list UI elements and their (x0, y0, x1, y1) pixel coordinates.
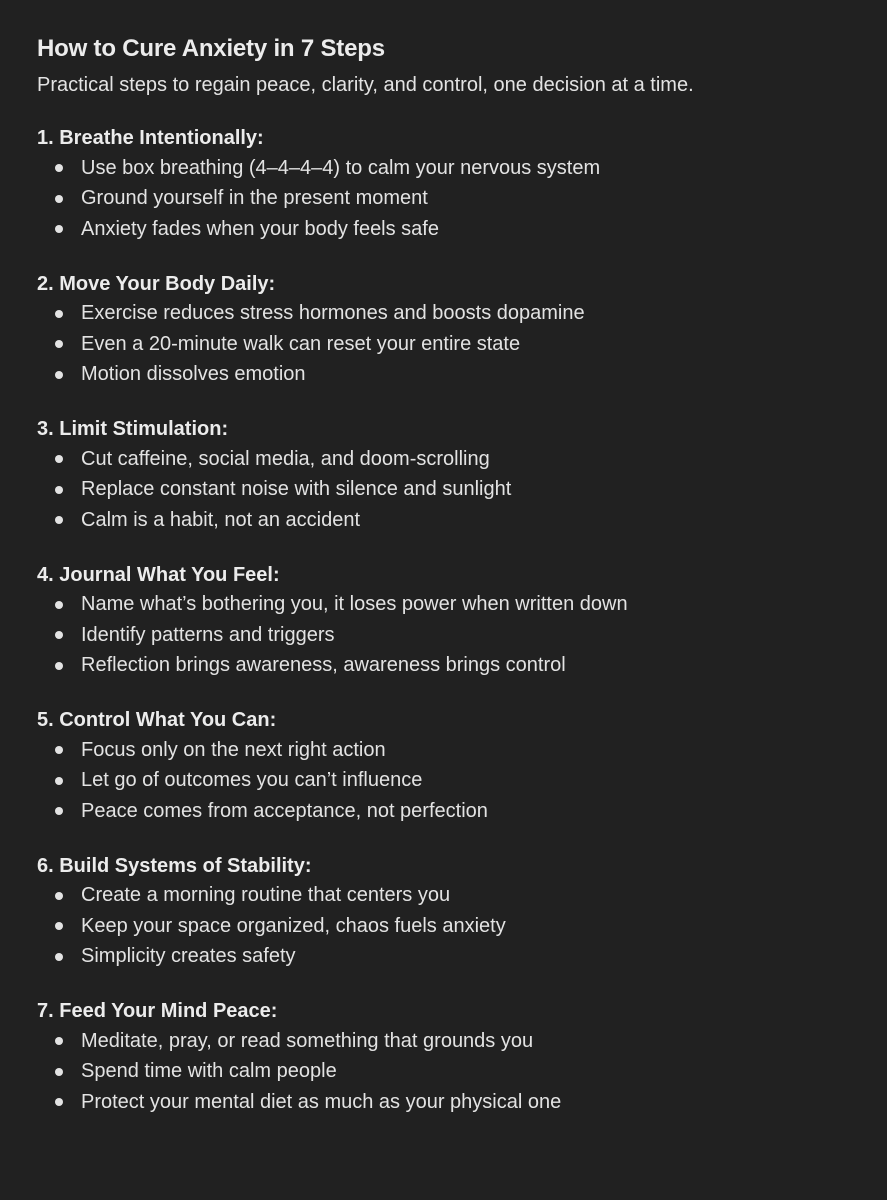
bullet-icon (55, 746, 63, 754)
bullet-list (37, 735, 887, 827)
list-item (52, 505, 887, 536)
list-item (52, 214, 887, 245)
bullet-icon (55, 1098, 63, 1106)
bullet-text: Cut caffeine, social media, and doom-scrolling (81, 447, 490, 470)
bullet-icon (55, 922, 63, 930)
bullet-list (37, 881, 887, 973)
list-item (52, 911, 887, 942)
step-heading: 5. Control What You Can: (37, 709, 277, 731)
step-heading: 3. Limit Stimulation: (37, 418, 229, 440)
bullet-text: Identify patterns and triggers (81, 623, 335, 646)
bullet-text: Anxiety fades when your body feels safe (81, 217, 439, 240)
bullet-icon (55, 310, 63, 318)
step-heading: 7. Feed Your Mind Peace: (37, 1000, 278, 1022)
list-item (52, 444, 887, 475)
page-title: How to Cure Anxiety in 7 Steps (37, 35, 385, 62)
bullet-text: Protect your mental diet as much as your physical one (81, 1090, 562, 1113)
list-item (52, 1026, 887, 1057)
bullet-text: Peace comes from acceptance, not perfection (81, 799, 488, 822)
bullet-icon (55, 195, 63, 203)
bullet-text: Even a 20-minute walk can reset your entire state (81, 332, 521, 355)
step-heading: 2. Move Your Body Daily: (37, 272, 276, 295)
list-item (52, 475, 887, 506)
bullet-list (37, 444, 887, 536)
bullet-icon (55, 486, 63, 494)
bullet-text: Let go of outcomes you can’t influence (81, 769, 423, 792)
bullet-text: Calm is a habit, not an accident (81, 508, 361, 531)
bullet-icon (55, 953, 63, 961)
bullet-icon (55, 455, 63, 463)
step-section (37, 705, 887, 827)
bullet-list (37, 153, 887, 245)
list-item (52, 620, 887, 651)
bullet-icon (55, 892, 63, 900)
step-section (37, 414, 887, 536)
bullet-text: Reflection brings awareness, awareness brings control (81, 654, 566, 677)
bullet-icon (55, 225, 63, 233)
step-section (37, 123, 887, 245)
bullet-icon (55, 164, 63, 172)
bullet-list (37, 590, 887, 682)
bullet-icon (55, 1037, 63, 1045)
step-section (37, 560, 887, 682)
list-item (52, 590, 887, 621)
list-item (52, 881, 887, 912)
list-item (52, 766, 887, 797)
bullet-list (37, 1026, 887, 1118)
list-item (52, 299, 887, 330)
bullet-icon (55, 631, 63, 639)
list-item (52, 153, 887, 184)
bullet-icon (55, 807, 63, 815)
bullet-text: Keep your space organized, chaos fuels anxiety (81, 914, 506, 937)
bullet-list (37, 299, 887, 391)
bullet-icon (55, 516, 63, 524)
bullet-text: Ground yourself in the present moment (81, 187, 428, 210)
step-section (37, 996, 887, 1118)
step-heading: 6. Build Systems of Stability: (37, 854, 312, 877)
bullet-text: Replace constant noise with silence and sunlight (81, 478, 512, 501)
page-subtitle: Practical steps to regain peace, clarity, and control, one decision at a time. (37, 74, 694, 96)
bullet-text: Motion dissolves emotion (81, 363, 306, 386)
bullet-icon (55, 1068, 63, 1076)
list-item (52, 735, 887, 766)
bullet-text: Spend time with calm people (81, 1060, 337, 1083)
bullet-text: Simplicity creates safety (81, 945, 296, 968)
bullet-icon (55, 340, 63, 348)
step-section (37, 851, 887, 973)
step-heading: 4. Journal What You Feel: (37, 563, 280, 586)
bullet-text: Focus only on the next right action (81, 738, 386, 761)
list-item (52, 796, 887, 827)
list-item (52, 942, 887, 973)
bullet-icon (55, 601, 63, 609)
bullet-text: Meditate, pray, or read something that grounds you (81, 1029, 534, 1052)
bullet-text: Create a morning routine that centers you (81, 884, 451, 907)
list-item (52, 329, 887, 360)
bullet-icon (55, 371, 63, 379)
bullet-icon (55, 662, 63, 670)
list-item (52, 360, 887, 391)
step-heading: 1. Breathe Intentionally: (37, 127, 264, 149)
list-item (52, 184, 887, 215)
step-section (37, 269, 887, 391)
list-item (52, 1057, 887, 1088)
list-item (52, 651, 887, 682)
bullet-text: Name what’s bothering you, it loses power when written down (81, 593, 628, 616)
list-item (52, 1087, 887, 1118)
bullet-icon (55, 777, 63, 785)
bullet-text: Exercise reduces stress hormones and boosts dopamine (81, 302, 585, 325)
bullet-text: Use box breathing (4–4–4–4) to calm your nervous system (81, 156, 601, 179)
